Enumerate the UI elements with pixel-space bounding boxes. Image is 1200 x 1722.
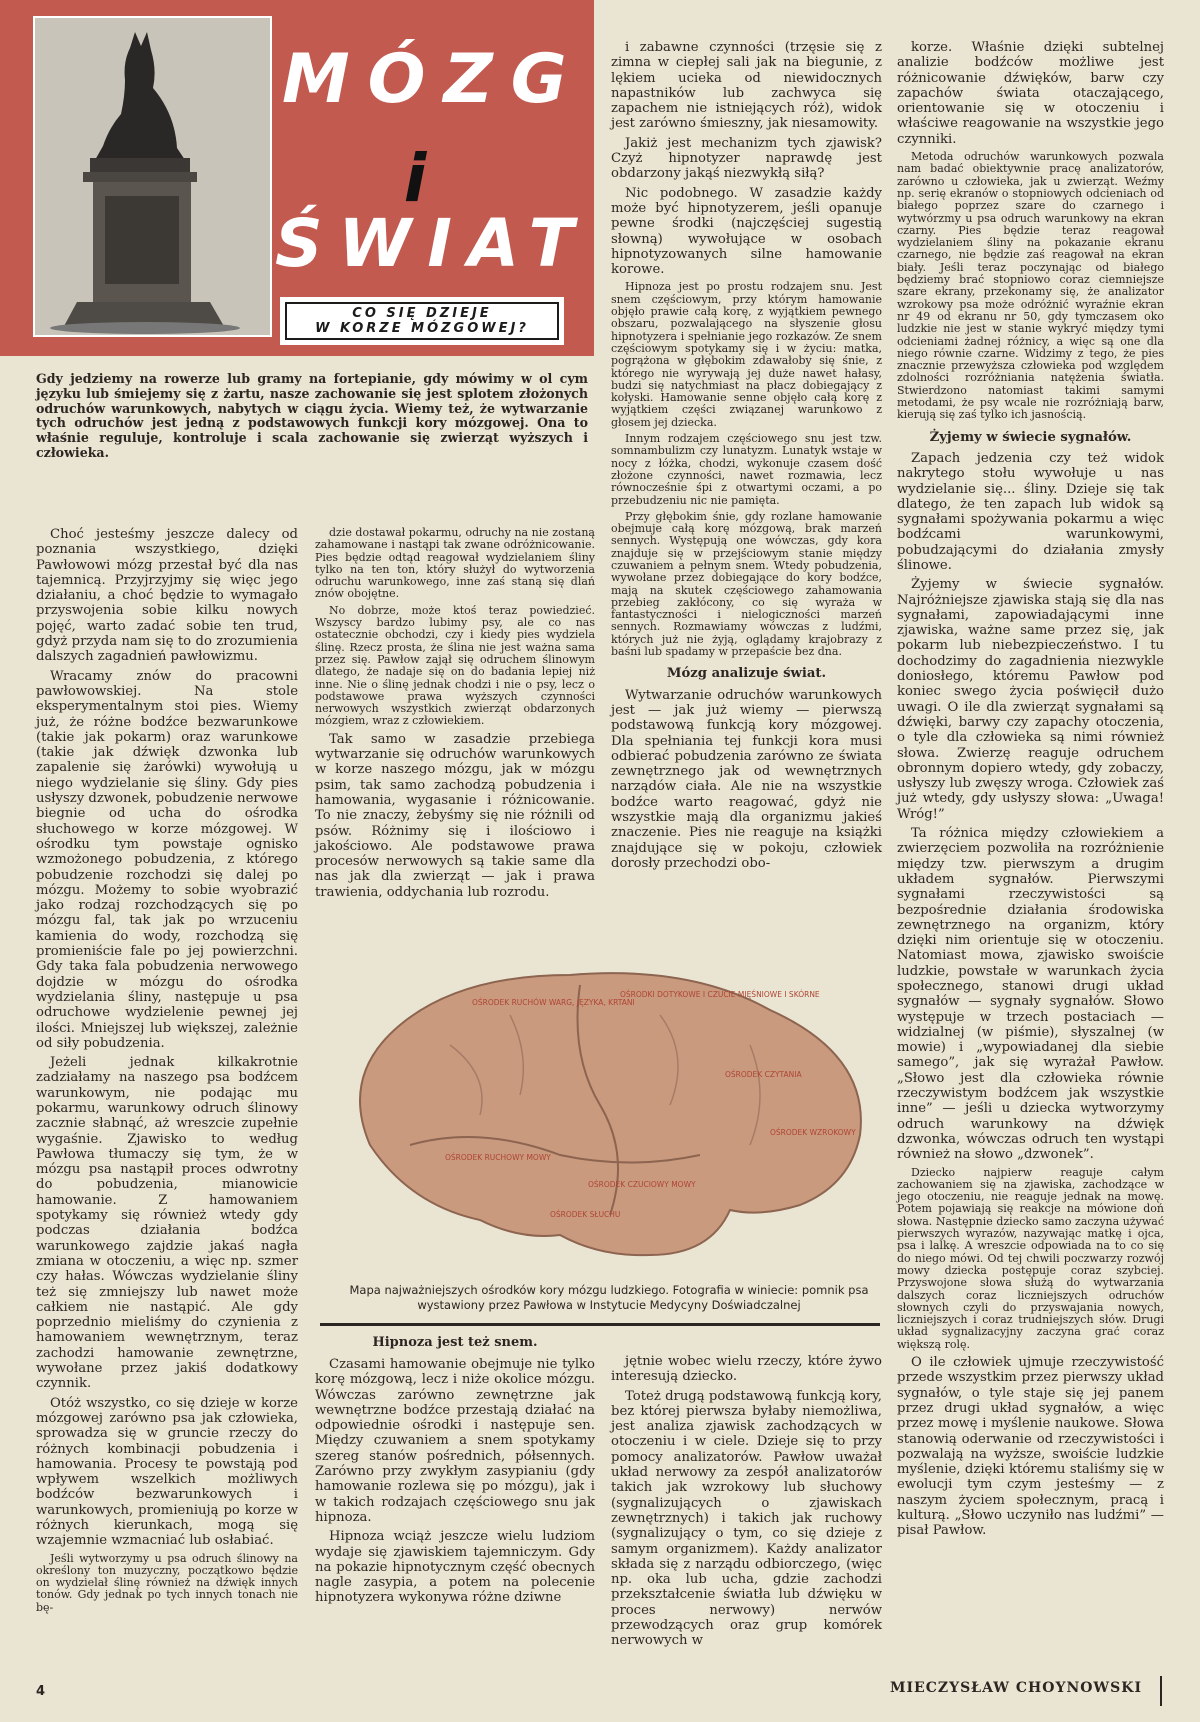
- column-2: [315, 527, 595, 904]
- title-mozg: MÓZG: [282, 40, 585, 119]
- paragraph: Tak samo w zasadzie przebiega wytwarzanie się odruchów warunkowych w korze naszego mózgu, jak w mózgu psim, tak samo zachodzą pobudzenia i hamowania, wygasanie i różnicowanie. To nie znaczy, żebyśmy się nie różnili od psów. Różnimy się i ilościowo i jakościowo. Ale podstawowe prawa procesów nerwowych są takie same dla nas jak dla zwierząt — jak i prawa trawienia, oddychania lub rozrodu.: [315, 731, 595, 900]
- column-4: [897, 40, 1164, 1543]
- section-heading-zyjemy: Żyjemy w świecie sygnałów.: [929, 429, 1132, 445]
- column-3: [611, 40, 882, 875]
- paragraph: i zabawne czynności (trzęsie się z zimna w ciepłej sali jak na biegunie, z lękiem ucieka od niewidocznych napastników lub zachwyca się zapachem nie istniejących róż), widok jest zarówno śmieszny, jak niesamowity.: [611, 40, 882, 132]
- small-paragraph: Dziecko najpierw reaguje całym zachowaniem się na zjawiska, zachodzące w jego otoczeniu, nie reaguje jednak na mowę. Potem pojawiają się reakcje na mówione doń słowa. Następnie dziecko samo zaczyna używać pierwszych wyrazów, nazywając matkę i ojca, psa i lalkę. A wreszcie odpowiada na to co się do niego mówi. Od tej chwili poczwarzy rozwój mowy dziecka postępuje coraz szybciej. Przyswojone słowa służą do wytwarzania dalszych coraz liczniejszych odruchów słownych czyli do przyswajania nowych, liczniejszych i coraz trudniejszych słów. Drugi układ sygnalizacyjny zaczyna grać coraz większą rolę.: [897, 1165, 1164, 1351]
- divider: [320, 1323, 880, 1326]
- small-paragraph: Przy głębokim śnie, gdy rozlane hamowanie obejmuje całą korę mózgową, brak marzeń sennych. Występują one wówczas, gdy kora znajduje się w przejściowym stanie między czuwaniem a pełnym snem. Wtedy pobudzenia, wywołane przez dobiegające do kory bodźce, mają na skutek częściowego zahamowania przebieg zakłócony, co się wyraża w fantastyczności i nielogiczności marzeń sennych. Rozmawiamy wówczas z ludźmi, których już nie żyją, oglądamy krajobrazy z baśni lub spadamy w przepaście bez dna.: [611, 509, 882, 659]
- dog-statue-illustration: [35, 18, 270, 335]
- brain-label-6: OŚRODEK CZUCIOWY MOWY: [588, 1180, 696, 1189]
- paragraph: Hipnoza wciąż jeszcze wielu ludziom wydaje się zjawiskiem tajemniczym. Gdy na pokazie hipnotycznym część obecnych nagle zasypia, a potem na polecenie hipnotyzera wykonywa różne dziwne: [315, 1529, 595, 1606]
- paragraph: Otóż wszystko, co się dzieje w korze mózgowej zarówno psa jak człowieka, sprowadza się w gruncie rzeczy do różnych kombinacji pobudzenia i hamowania. Procesy te powstają pod wpływem wszelkich możliwych bodźców bezwarunkowych i warunkowych, promieniują po korze w różnych kierunkach, mogą się wzajemnie wzmacniać lub osłabiać.: [36, 1395, 298, 1549]
- lead-paragraph: Gdy jedziemy na rowerze lub gramy na fortepianie, gdy mówimy w ol cym języku lub śmiejemy się z żartu, nasze zachowanie się jest splotem złożonych odruchów warunkowych, nabytych w ciągu życia. Wiemy też, że wytwarzanie tych odruchów jest jedną z podstawowych funkcji kory mózgowej. Ona to właśnie reguluje, kontroluje i scala zachowanie się zwierząt wyższych i człowieka.: [36, 371, 588, 460]
- paragraph: Wytwarzanie odruchów warunkowych jest — jak już wiemy — pierwszą podstawową funkcją kory mózgowej. Dla spełniania tej funkcji kora musi odbierać pobudzenia zarówno ze świata zewnętrznego jak od wewnętrznych narządów ciała. Ale nie na wszystkie bodźce warto reagować, gdyż nie wszystkie mają dla organizmu jakieś znaczenie. Pies nie reaguje na książki znajdujące się w pokoju, człowiek dorosły przechodzi obo-: [611, 687, 882, 871]
- paragraph: Toteż drugą podstawową funkcją kory, bez której pierwsza byłaby niemożliwa, jest analiza zjawisk zachodzących w otoczeniu i w ciele. Dzieje się to przy pomocy analizatorów. Pawłow uważał układ nerwowy za zespół analizatorów takich jak wzrokowy lub słuchowy (sygnalizujących o zjawiskach zewnętrznych) i takich jak ruchowy (sygnalizujący o tym, co się dzieje z samym organizmem). Każdy analizator składa się z narządu odbiorczego, (więc np. oka lub ucha, gdzie zachodzi przekształcenie światła lub dźwięku w proces nerwowy) nerwów przewodzących oraz grup komórek nerwowych w: [611, 1388, 882, 1649]
- brain-label-5: OŚRODEK RUCHOWY MOWY: [445, 1153, 551, 1162]
- title-i: i: [403, 140, 427, 217]
- subtitle-box: [280, 297, 564, 345]
- section-heading-hipnoza: Hipnoza jest też snem.: [372, 1335, 538, 1350]
- divider: [1160, 1676, 1162, 1706]
- paragraph: Żyjemy w świecie sygnałów. Najróżniejsze zjawiska stają się dla nas sygnałami, zapowiadającymi inne zjawiska, ważne same przez się, jak pokarm lub niebezpieczeństwo. I tu dochodzimy do zagadnienia niezwykle doniosłego, któremu Pawłow pod koniec swego życia poświęcił dużo uwagi. O ile dla zwierząt sygnałami są dźwięki, barwy czy zapachy otoczenia, o tyle dla człowieka są nimi również słowa. Zwierzę reaguje odruchem obronnym dopiero wtedy, gdy zobaczy, usłyszy lub zwęszy wroga. Człowiek zaś już wtedy, gdy usłyszy słowa: „Uwaga! Wróg!”: [897, 577, 1164, 822]
- small-paragraph: dzie dostawał pokarmu, odruchy na nie zostaną zahamowane i nastąpi tak zwane odróżnicowanie. Pies będzie odtąd reagował wydzielaniem śliny tylko na ten ton, który służył do wytworzenia odruchu warunkowego, inne zaś staną się dlań znów obojętne.: [315, 526, 595, 601]
- small-paragraph: Jeśli wytworzymy u psa odruch ślinowy na określony ton muzyczny, początkowo będzie on wydzielał ślinę również na dźwięk innych tonów. Gdy jednak po tych innych tonach nie bę-: [36, 1551, 298, 1614]
- paragraph: Zapach jedzenia czy też widok nakrytego stołu wywołuje u nas wydzielanie się... śliny. Dzieje się tak dlatego, że ten zapach lub widok są sygnałami spożywania pokarmu a więc bodźcami warunkowymi, pobudzającymi do działania zmysły ślinowe.: [897, 450, 1164, 573]
- paragraph: Wracamy znów do pracowni pawłowowskiej. Na stole eksperymentalnym stoi pies. Wiemy już, że różne bodźce bezwarunkowe (takie jak pokarm) oraz warunkowe (takie jak dźwięk dzwonka lub zapalenie się żarówki) wywołują u niego wydzielanie się śliny. Gdy pies usłyszy dzwonek, pobudzenie nerwowe biegnie od ucha do ośrodka słuchowego w korze mózgowej. W ośrodku tym powstaje ognisko wzmożonego pobudzenia, z którego pobudzenie rozchodzi się dalej po mózgu. Możemy to sobie wyobrazić jako rodzaj rozchodzących się po mózgu fal, tak jak po wrzuceniu kamienia do wody, rozchodzą się promieniście fale po jej powierzchni. Gdy taka fala pobudzenia nerwowego dojdzie w mózgu do ośrodka wydzielania śliny, następuje u psa odruchowe wydzielenie pewnej jej ilości. Mniejszej lub większej, zależnie od siły pobudzenia.: [36, 668, 298, 1051]
- brain-label-3: OŚRODEK CZYTANIA: [725, 1070, 802, 1079]
- brain-map-illustration: [330, 955, 885, 1265]
- figure-caption: Mapa najważniejszych ośrodków kory mózgu ludzkiego. Fotografia w winiecie: pomnik psa wystawiony przez Pawłowa w Instytucie Medycyny Doświadczalnej: [349, 1283, 869, 1312]
- paragraph: Choć jesteśmy jeszcze dalecy od poznania wszystkiego, dzięki Pawłowowi mózg przestał być dla nas tajemnicą. Przyjrzyjmy się więc jego działaniu, a choć będzie to wymagało przyswojenia sobie kilku nowych pojęć, warto zadać sobie ten trud, gdyż przyda nam się to do zrozumienia dalszych zagadnień pawłowizmu.: [36, 527, 298, 665]
- paragraph: Ta różnica między człowiekiem a zwierzęciem pozwoliła na rozróżnienie między tzw. pierwszym a drugim układem sygnałów. Pierwszymi sygnałami rzeczywistości są bezpośrednie działania środowiska zewnętrznego na organizm, który dzięki nim orientuje się w otoczeniu. Natomiast mowa, zjawisko swoiście ludzkie, powstałe w warunkach życia społecznego, stanowi drugi układ sygnałów — sygnały sygnałów. Słowo występuje w trzech postaciach — widzialnej (w piśmie), słyszalnej (w mowie) i „wypowiadanej dla siebie samego”, jak się wyrażał Pawłow. „Słowo jest dla człowieka równie rzeczywistym bodźcem jak wszystkie inne” — jeśli u dziecka wytworzymy odruch warunkowy na dźwięk dzwonka, wówczas odruch ten wystąpi również na słowo „dzwonek”.: [897, 826, 1164, 1163]
- paragraph: Jakiż jest mechanizm tych zjawisk? Czyż hipnotyzer naprawdę jest obdarzony jakąś niezwykłą siłą?: [611, 135, 882, 182]
- title-swiat: ŚWIAT: [275, 205, 590, 282]
- brain-label-7: OŚRODEK SŁUCHU: [550, 1210, 621, 1219]
- paragraph: Jeżeli jednak kilkakrotnie zadziałamy na naszego psa bodźcem warunkowym, nie podając mu pokarmu, warunkowy odruch ślinowy zacznie słabnąć, aż wreszcie zupełnie wygaśnie. Zjawisko to według Pawłowa tłumaczy się tym, że w mózgu psa nastąpił proces odwrotny do pobudzenia, mianowicie hamowanie. Z hamowaniem spotykamy się również wtedy gdy podczas działania bodźca warunkowego zajdzie jakaś nagła zmiana w otoczeniu, a więc np. szmer czy hałas. Wówczas wydzielanie śliny też się zmniejszy lub nawet może całkiem nie nastąpić. Ale gdy poprzednio mieliśmy do czynienia z hamowaniem wewnętrznym, teraz zachodzi hamowanie zewnętrzne, wywołane przez jakiś dodatkowy czynnik.: [36, 1055, 298, 1392]
- brain-label-1: OŚRODEK RUCHÓW WARG, JĘZYKA, KRTANI: [472, 998, 635, 1007]
- paragraph: O ile człowiek ujmuje rzeczywistość przede wszystkim przez pierwszy układ sygnałów, o tyle staje się jej panem przez drugi układ sygnałów, a więc przez mowę i myślenie naukowe. Słowa stanowią oderwanie od rzeczywistości i pozwalają na wyższe, swoiście ludzkie myślenie, dzięki któremu staliśmy się w ewolucji tym czym jesteśmy — z naszym życiem społecznym, pracą i kulturą. „Słowo uczyniło nas ludźmi” — pisał Pawłow.: [897, 1355, 1164, 1539]
- header-banner: [0, 0, 594, 356]
- brain-label-4: OŚRODEK WZROKOWY: [770, 1128, 856, 1137]
- page-number: 4: [36, 1684, 46, 1699]
- small-paragraph: No dobrze, może ktoś teraz powiedzieć. Wszyscy bardzo lubimy psy, ale co nas ostatecznie obchodzi, czy i kiedy pies wydziela ślinę. Rzecz prosta, że ślina nie jest ważna sama przez się. Pawłow zajął się odruchem ślinowym dlatego, że nadaje się on do badania lepiej niż inne. Nie o ślinę jednak chodzi i nie o psy, lecz o podstawowe prawa wyższych czynności nerwowych wszystkich zwierząt obdarzonych mózgiem, wraz z człowiekiem.: [315, 603, 595, 728]
- column-3-bottom: [611, 1354, 882, 1653]
- paragraph: jętnie wobec wielu rzeczy, które żywo interesują dziecko.: [611, 1354, 882, 1385]
- author-signature: MIECZYSŁAW CHOYNOWSKI: [890, 1680, 1142, 1696]
- small-paragraph: Metoda odruchów warunkowych pozwala nam badać obiektywnie pracę analizatorów, zarówno u człowieka, jak u zwierząt. Weźmy np. serię ekranów o stopniowych odcieniach od białego poprzez szare do czarnego i wytwórzmy u psa odruch warunkowy na ekran czarny. Pies będzie teraz reagował wydzielaniem śliny na pokazanie ekranu czarnego, nie będzie zaś reagował na ekran biały. Jeśli teraz poczynając od białego będziemy brać stopniowo coraz ciemniejsze szare ekrany, przekonamy się, że analizator wzrokowy psa może odróżnić wyraźnie ekran nr 49 od ekranu nr 50, gdy tymczasem oko ludzkie nie jest w stanie wykryć między tymi odcieniami żadnej różnicy, a więc są one dla niego równie czarne. Widzimy z tego, że pies znacznie przewyższa człowieka pod względem zdolności rozróżniania natężenia światła. Stwierdzono natomiast takimi samymi metodami, że psy wcale nie rozróżniają barw, kierują się zaś tylko ich jasnością.: [897, 150, 1164, 422]
- brain-label-2: OŚRODKI DOTYKOWE I CZUCIE MIĘŚNIOWE I SKÓRNE: [620, 990, 820, 999]
- paragraph: Czasami hamowanie obejmuje nie tylko korę mózgową, lecz i niże okolice mózgu. Wówczas zarówno zewnętrzne jak wewnętrzne bodźce przestają działać na odpowiednie ośrodki i następuje sen. Między czuwaniem a snem spotykamy szereg stanów pośrednich, półsennych. Zarówno przy zwykłym zasypianiu (gdy hamowanie rozlewa się po mózgu), jak i w takich rodzajach częściowego snu jak hipnoza.: [315, 1357, 595, 1525]
- small-paragraph: Innym rodzajem częściowego snu jest tzw. somnambulizm czy lunatyzm. Lunatyk wstaje w nocy z łóżka, chodzi, wykonuje czasem dość złożone czynności, nawet rozmawia, lecz równocześnie śpi z otwartymi oczami, a po przebudzeniu nic nie pamięta.: [611, 432, 882, 507]
- paragraph: korze. Właśnie dzięki subtelnej analizie bodźców możliwe jest różnicowanie dźwięków, barw czy zapachów świata otaczającego, orientowanie się w otoczeniu i właściwe reagowanie na wszystkie jego czynniki.: [897, 40, 1164, 147]
- dog-monument-photo: [33, 16, 272, 337]
- paragraph: Nic podobnego. W zasadzie każdy może być hipnotyzerem, jeśli opanuje pewne środki (najczęściej sugestią słowną) wywołujące w osobach hipnotyzowanych silne hamowanie korowe.: [611, 185, 882, 278]
- subtitle-line1: CO SIĘ DZIEJE: [352, 306, 492, 321]
- small-paragraph: Hipnoza jest po prostu rodzajem snu. Jest snem częściowym, przy którym hamowanie objęło prawie całą korę, z wyjątkiem pewnego obszaru, pozwalającego na słyszenie głosu hipnotyzera i spełnianie jego rozkazów. Ze snem częściowym spotykamy się i w życiu: matka, pogrążona w głębokim zdawałoby się śnie, z którego nie wyrywają jej duże nawet hałasy, budzi się natychmiast na płacz dobiegający z kołyski. Hamowanie senne objęło całą korę z wyjątkiem części związanej warunkowo z głosem jej dziecka.: [611, 280, 882, 429]
- subtitle-line2: W KORZE MÓZGOWEJ?: [315, 321, 529, 336]
- section-heading-mozg: Mózg analizuje świat.: [666, 666, 827, 682]
- column-2-bottom: [315, 1357, 595, 1610]
- column-1: [36, 527, 298, 1618]
